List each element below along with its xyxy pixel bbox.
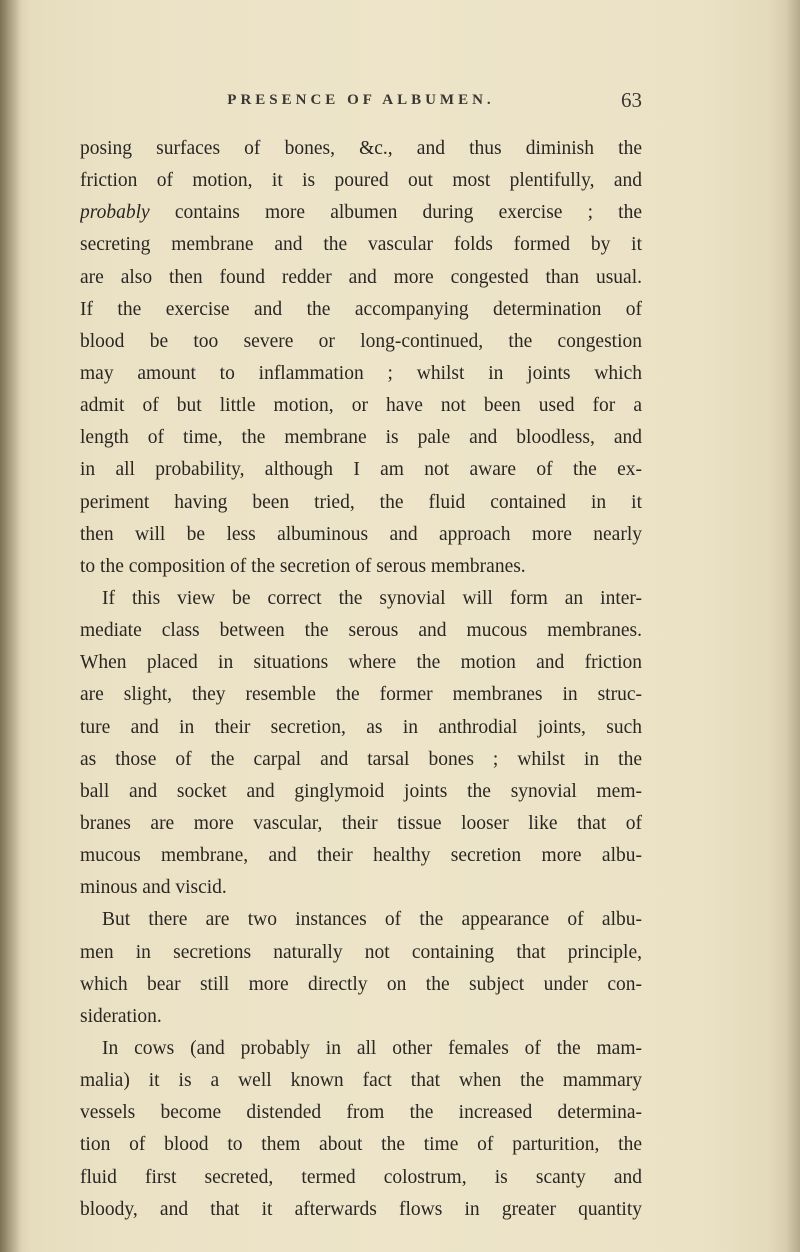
text-line	[80, 262, 642, 294]
line-text: posing surfaces of bones, &c., and thus diminish the	[80, 138, 642, 159]
line-text: If this view be correct the synovial will form an inter-	[102, 587, 642, 609]
line-text: friction of motion, it is poured out most plentifully, and	[80, 170, 642, 192]
text-line	[80, 969, 642, 1001]
text-line	[80, 872, 642, 904]
line-text: men in secretions naturally not containing that principle,	[80, 941, 642, 963]
line-text: blood be too severe or long-continued, the congestion	[80, 330, 642, 352]
body-text	[80, 133, 642, 1226]
line-text: minous and viscid.	[80, 877, 227, 899]
line-text: may amount to inflammation ; whilst in joints which	[80, 362, 642, 384]
line-text: mucous membrane, and their healthy secretion more albu-	[80, 845, 642, 867]
text-line	[80, 583, 642, 615]
line-text: vessels become distended from the increased determina-	[80, 1102, 642, 1124]
line-text: When placed in situations where the motion and friction	[80, 652, 642, 674]
line-text: are also then found redder and more congested than usual.	[80, 266, 642, 288]
text-line	[80, 229, 642, 261]
line-text: as those of the carpal and tarsal bones ; whilst in the	[80, 748, 642, 770]
line-text: length of time, the membrane is pale and bloodless, and	[80, 427, 642, 449]
text-line	[80, 937, 642, 969]
running-head	[80, 88, 642, 122]
text-line	[80, 165, 642, 197]
text-line	[80, 1097, 642, 1129]
line-text: branes are more vascular, their tissue looser like that of	[80, 812, 642, 834]
text-line	[80, 904, 642, 936]
text-line	[80, 744, 642, 776]
line-text: mediate class between the serous and mucous membranes.	[80, 620, 642, 642]
line-text: fluid first secreted, termed colostrum, is scanty and	[80, 1166, 642, 1188]
text-line	[80, 197, 642, 229]
line-text: In cows (and probably in all other females of the mam-	[102, 1037, 642, 1059]
text-line	[80, 454, 642, 486]
text-line	[80, 1065, 642, 1097]
line-text: contains more albumen during exercise ; the	[149, 202, 642, 224]
line-text: admit of but little motion, or have not been used for a	[80, 395, 642, 417]
line-text: which bear still more directly on the subject under con-	[80, 973, 642, 995]
text-line	[80, 294, 642, 326]
text-line	[80, 1001, 642, 1033]
line-text: bloody, and that it afterwards flows in greater quantity	[80, 1198, 642, 1220]
text-line	[80, 358, 642, 390]
line-text: are slight, they resemble the former membranes in struc-	[80, 684, 642, 706]
line-text: ture and in their secretion, as in anthrodial joints, such	[80, 716, 642, 738]
line-text: tion of blood to them about the time of parturition, the	[80, 1134, 642, 1156]
text-line	[80, 615, 642, 647]
page-edge	[786, 0, 800, 1252]
line-text: But there are two instances of the appearance of albu-	[102, 909, 642, 931]
page-number: 63	[621, 88, 642, 112]
line-text: sideration.	[80, 1005, 162, 1027]
text-line	[80, 1162, 642, 1194]
text-line	[80, 422, 642, 454]
text-line	[80, 1194, 642, 1226]
text-line	[80, 519, 642, 551]
line-text: to the composition of the secretion of serous membranes.	[80, 555, 526, 577]
text-line	[80, 712, 642, 744]
text-line	[80, 808, 642, 840]
line-text: then will be less albuminous and approach more nearly	[80, 523, 642, 545]
text-line	[80, 551, 642, 583]
text-line	[80, 679, 642, 711]
text-line	[80, 840, 642, 872]
gutter-shadow	[0, 0, 22, 1252]
text-line	[80, 133, 642, 165]
text-line	[80, 647, 642, 679]
line-text: If the exercise and the accompanying determination of	[80, 298, 642, 320]
line-text: ball and socket and ginglymoid joints the synovial mem-	[80, 780, 642, 802]
text-line	[80, 776, 642, 808]
text-line	[80, 1129, 642, 1161]
line-text: in all probability, although I am not aware of the ex-	[80, 459, 642, 481]
text-line	[80, 390, 642, 422]
line-text: malia) it is a well known fact that when the mammary	[80, 1070, 642, 1092]
text-line	[80, 1033, 642, 1065]
emphasis-text: probably	[80, 202, 150, 224]
text-line	[80, 326, 642, 358]
line-text: secreting membrane and the vascular folds formed by it	[80, 234, 642, 256]
running-title: PRESENCE OF ALBUMEN.	[227, 92, 495, 108]
line-text: periment having been tried, the fluid contained in it	[80, 491, 642, 513]
text-line	[80, 487, 642, 519]
